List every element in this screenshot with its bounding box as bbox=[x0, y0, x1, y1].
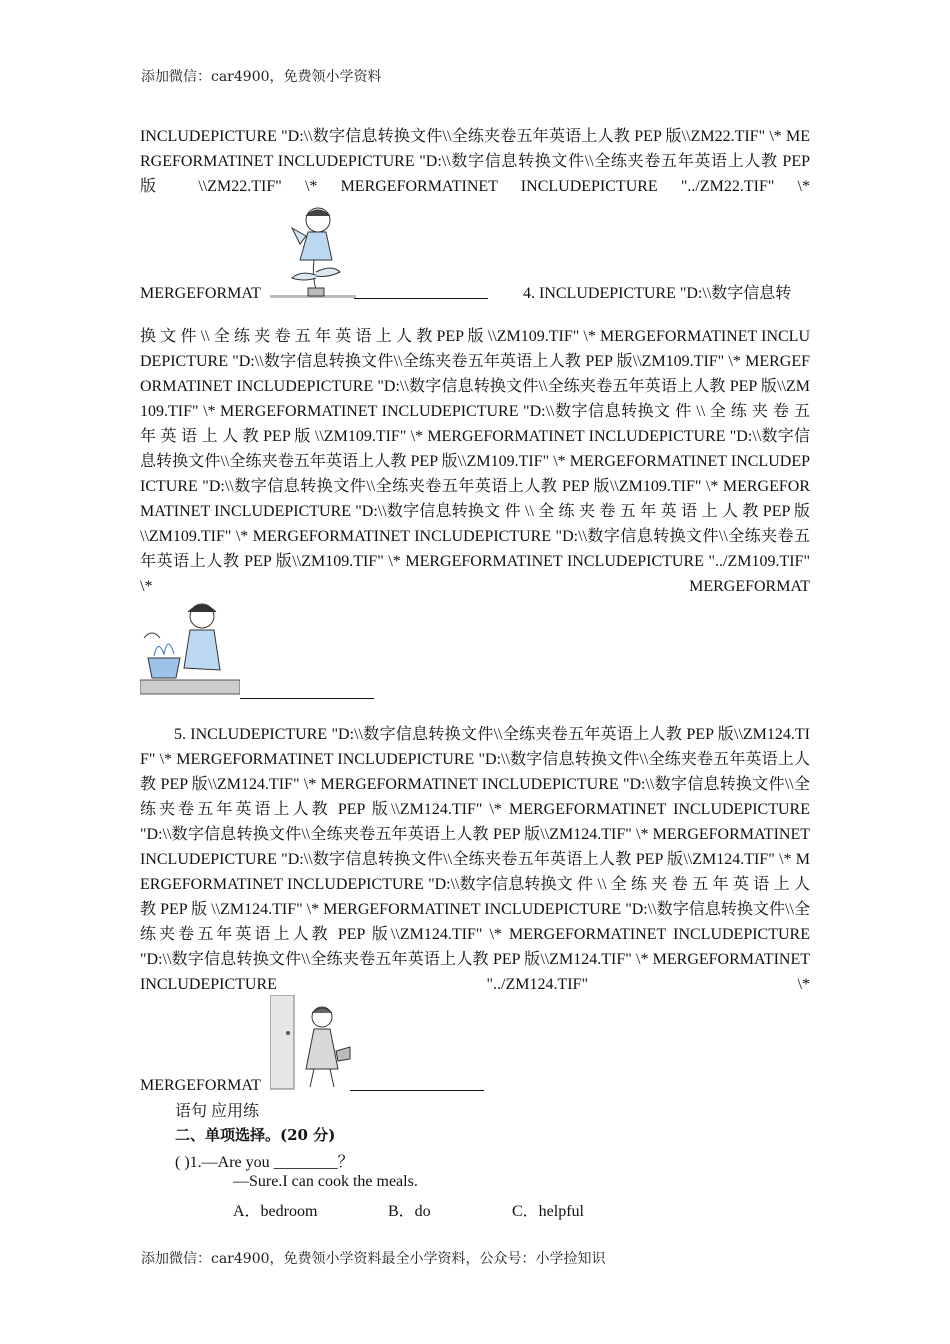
item3-mergeformat: MERGEFORMAT bbox=[140, 285, 261, 302]
item5-field-code-text: 5. INCLUDEPICTURE "D:\\数字信息转换文件\\全练夹卷五年英语上人教 PEP 版\\ZM124.TIF" \* MERGEFORMATINET INCLUDEPICTURE "D:\\数字信息转换文件\\全练夹卷五年英语上人教 PEP 版\\ZM124.TIF" \* MERGEFORMATINET INCLUDEPICTURE "D:\\数字信息转换文件\\全练夹卷五年英语上人教 PEP 版\\ZM124.TIF" \* MERGEFORMATINET INCLUDEPICTURE "D:\\数字信息转换文件\\全练夹卷五年英语上人教 PEP 版\\ZM124.TIF" \* MERGEFORMATINET INCLUDEPICTURE "D:\\数字信息转换文件\\全练夹卷五年英语上人教 PEP 版\\ZM124.TIF" \* MERGEFORMATINET INCLUDEPICTURE "D:\\数字信息转换文 件 \\ 全 练 夹 卷 五 年 英 语 上 人 教 PEP 版 \\ZM124.TIF" \* MERGEFORMATINET INCLUDEPICTURE "D:\\数字信息转换文件\\全练夹卷五年英语上人教 PEP 版\\ZM124.TIF" \* MERGEFORMATINET INCLUDEPICTURE "D:\\数字信息转换文件\\全练夹卷五年英语上人教 PEP 版\\ZM124.TIF" \* MERGEFORMATINET INCLUDEPICTURE "../ZM124.TIF" \* bbox=[140, 726, 810, 993]
item4-answer-blank[interactable] bbox=[240, 684, 374, 705]
question-1-reply: —Sure.I can cook the meals. bbox=[233, 1173, 418, 1190]
page-footer: 添加微信：car4900，免费领小学资料最全小学资料，公众号：小学捡知识 bbox=[141, 1251, 606, 1267]
option-c[interactable]: C．helpful bbox=[512, 1203, 584, 1220]
item5-tail bbox=[140, 1076, 261, 1096]
item5-answer-blank[interactable] bbox=[350, 1076, 484, 1097]
item3-tail bbox=[140, 284, 261, 304]
item4-field-code-text: 换 文 件 \\ 全 练 夹 卷 五 年 英 语 上 人 教 PEP 版 \\ZM109.TIF" \* MERGEFORMATINET INCLUDEPICTURE "D:\\数字信息转换文件\\全练夹卷五年英语上人教 PEP 版\\ZM109.TIF" \* MERGEFORMATINET INCLUDEPICTURE "D:\\数字信息转换文件\\全练夹卷五年英语上人教 PEP 版\\ZM109.TIF" \* MERGEFORMATINET INCLUDEPICTURE "D:\\数字信息转换文 件 \\ 全 练 夹 卷 五 年 英 语 上 人 教 PEP 版 \\ZM109.TIF" \* MERGEFORMATINET INCLUDEPICTURE "D:\\数字信息转换文件\\全练夹卷五年英语上人教 PEP 版\\ZM109.TIF" \* MERGEFORMATINET INCLUDEPICTURE "D:\\数字信息转换文件\\全练夹卷五年英语上人教 PEP 版\\ZM109.TIF" \* MERGEFORMATINET INCLUDEPICTURE "D:\\数字信息转换文 件 \\ 全 练 夹 卷 五 年 英 语 上 人 教 PEP 版 \\ZM109.TIF" \* MERGEFORMATINET INCLUDEPICTURE "D:\\数字信息转换文件\\全练夹卷五年英语上人教 PEP 版\\ZM109.TIF" \* MERGEFORMATINET INCLUDEPICTURE "../ZM109.TIF" \* MERGEFORMAT bbox=[140, 328, 810, 595]
item5-mergeformat: MERGEFORMAT bbox=[140, 1077, 261, 1094]
girl-at-door-image bbox=[270, 995, 352, 1091]
page-header: 添加微信：car4900，免费领小学资料 bbox=[141, 69, 382, 85]
girl-watering-flower-image bbox=[270, 200, 356, 300]
section-subtitle: 语句 应用练 bbox=[175, 1103, 260, 1120]
section-heading: 二、单项选择。(20 分) bbox=[175, 1126, 336, 1144]
option-b[interactable]: B．do bbox=[388, 1203, 431, 1220]
item3-answer-blank[interactable] bbox=[354, 284, 488, 305]
item4-start: 4. INCLUDEPICTURE "D:\\数字信息转 bbox=[523, 285, 792, 302]
question-1-prompt: ( )1.—Are you ________？ bbox=[175, 1154, 354, 1171]
item3-field-code-text: INCLUDEPICTURE "D:\\数字信息转换文件\\全练夹卷五年英语上人教 PEP 版\\ZM22.TIF" \* MERGEFORMATINET INCLUDEPICTURE "D:\\数字信息转换文件\\全练夹卷五年英语上人教 PEP 版 \\ZM22.TIF" \* MERGEFORMATINET INCLUDEPICTURE "../ZM22.TIF" \* bbox=[140, 128, 810, 195]
option-a[interactable]: A．bedroom bbox=[233, 1203, 318, 1220]
girl-cooking-image bbox=[140, 598, 240, 696]
